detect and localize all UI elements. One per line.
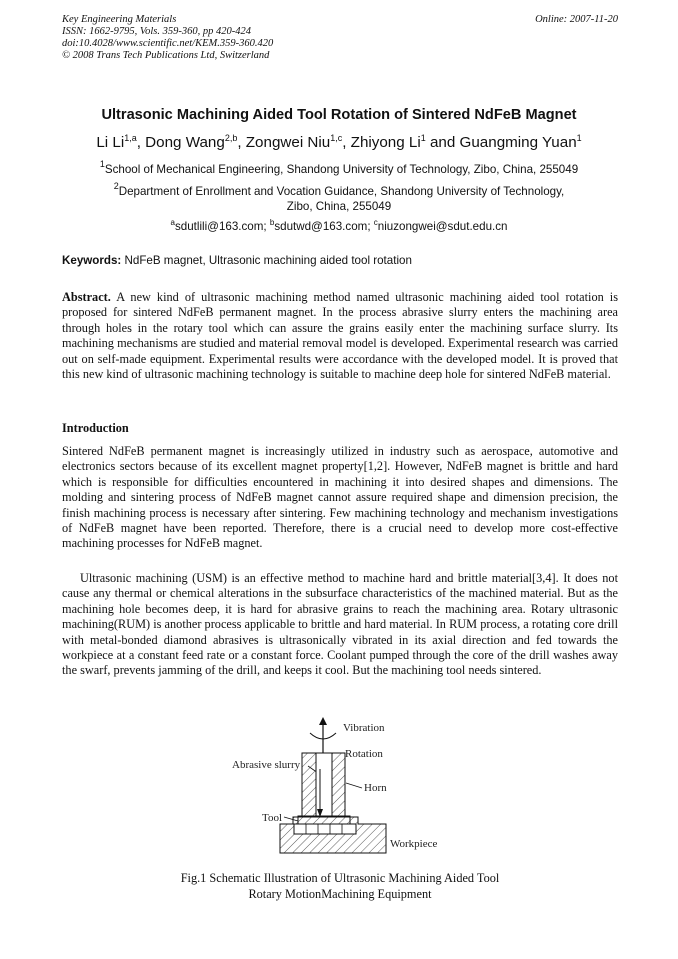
label-workpiece: Workpiece xyxy=(390,838,438,850)
doi-line: doi:10.4028/www.scientific.net/KEM.359-360.420 xyxy=(62,38,274,49)
author-sup: 1 xyxy=(576,133,582,143)
abstract-label: Abstract. xyxy=(62,290,111,304)
label-horn: Horn xyxy=(364,782,387,794)
abstract-text: A new kind of ultrasonic machining method named ultrasonic machining aided tool rotation is proposed for sintered NdFeB permanent magnet. In the process abrasive slurry enters the machining area through holes in the rotary tool which can assure the grains easily enter the machining surface slurry. Its machining mechanisms are studied and material removal model is developed. Experimental research was carried out on self-made equipment. Experimental results were accordance with the developed model. It is proved that this new kind of ultrasonic machining technology is suitable to machine deep hole for sintered NdFeB material. xyxy=(62,290,618,382)
author-sup: 1,c xyxy=(330,133,343,143)
online-date: Online: 2007-11-20 xyxy=(535,14,618,25)
author-name: Guangming Yuan xyxy=(459,134,577,151)
author-name: Zongwei Niu xyxy=(245,134,331,151)
author-sup: 2,b xyxy=(224,133,238,143)
author-sup: 1 xyxy=(420,133,426,143)
author-list: Li Li$^{1,a}$, Dong Wang$^{2,b}$, Zongwei Niu$^{1,c}$, Zhiyong Li$^1$ and Guangming Yuan$^1$ xyxy=(96,133,582,151)
journal-name: Key Engineering Materials xyxy=(62,14,177,25)
email-link[interactable]: sdutwd@163.com xyxy=(274,220,368,233)
label-abrasive-slurry: Abrasive slurry xyxy=(232,759,301,771)
keywords-label: Keywords: xyxy=(62,254,122,267)
paper-title: Ultrasonic Machining Aided Tool Rotation of Sintered NdFeB Magnet xyxy=(101,107,577,123)
author-name: Zhiyong Li xyxy=(350,134,421,151)
workpiece xyxy=(280,817,386,853)
keywords xyxy=(62,254,618,267)
affiliation-1: $^1$School of Mechanical Engineering, Shandong University of Technology, Zibo, China, 255049 xyxy=(99,159,579,176)
author-name: Li Li xyxy=(96,134,125,151)
horn xyxy=(302,753,345,816)
label-rotation: Rotation xyxy=(345,748,383,760)
intro-paragraph-1: Sintered NdFeB permanent magnet is increasingly utilized in industry such as aerospace, automotive and electronics sectors because of its excellent magnet property[1,2]. However, NdFeB magnet is brittle and hard which is responsible for difficulties encountered in machining it into desired shapes and dimensions. The molding and sintering process of NdFeB magnet cannot assure required shape and dimension precision, the finish machining process is necessary after sintering. Few machining technology and mechanism investigations of NdFeB magnet have been reported. Therefore, there is a crucial need to develop more cost-effective machining processes for NdFeB magnet. xyxy=(62,444,618,551)
section-heading: Introduction xyxy=(62,421,129,435)
author-name: Dong Wang xyxy=(145,134,225,151)
intro-paragraph-2: Ultrasonic machining (USM) is an effective method to machine hard and brittle material[3,4]. It does not cause any thermal or chemical alterations in the subsurface characteristics of the machined material. But as the machining hole becomes deep, it is hard for abrasive grains to reach the machining area. Rotary ultrasonic machining(RUM) is another process applicable to brittle and hard material. In RUM process, a rotating core drill with metal-bonded diamond abrasives is ultrasonically vibrated in its axial direction and fed towards the workpiece at a constant feed rate or a constant force. Coolant pumped through the core of the drill washes away the swarf, prevents jamming of the drill, and keeps it cool. But the machining tool needs sintered. xyxy=(62,571,618,678)
issn-line: ISSN: 1662-9795, Vols. 359-360, pp 420-424 xyxy=(62,26,251,37)
journal-header xyxy=(62,14,618,62)
label-tool: Tool xyxy=(262,812,283,824)
copyright-line: © 2008 Trans Tech Publications Ltd, Switzerland xyxy=(62,50,270,61)
email-list: $^a$sdutlili@163.com; $^b$sdutwd@163.com; $^c$niuzongwei@sdut.edu.cn xyxy=(170,218,508,233)
affiliation-2: $^2$Department of Enrollment and Vocation Guidance, Shandong University of Technology, Zibo, China, 255049 xyxy=(113,181,565,213)
abstract xyxy=(62,290,618,382)
figure-caption: Fig.1 Schematic Illustration of Ultrasonic Machining Aided Tool Rotary MotionMachining Equipment xyxy=(180,871,500,901)
email-link[interactable]: sdutlili@163.com xyxy=(174,220,264,233)
author-sup: 1,a xyxy=(124,133,137,143)
schematic-figure xyxy=(220,713,460,863)
email-link[interactable]: niuzongwei@sdut.edu.cn xyxy=(377,220,508,233)
keywords-text: NdFeB magnet, Ultrasonic machining aided tool rotation xyxy=(121,254,412,267)
label-vibration: Vibration xyxy=(343,722,385,734)
